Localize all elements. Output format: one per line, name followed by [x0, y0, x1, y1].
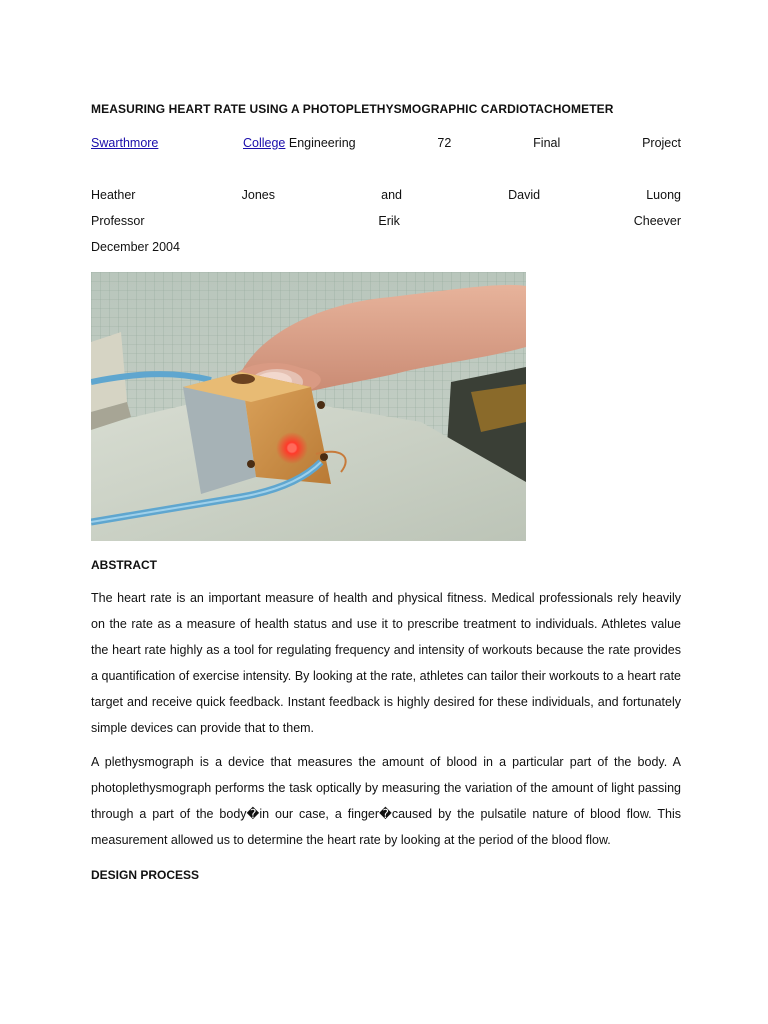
abstract-paragraph-1: The heart rate is an important measure of health and physical fitness. Medical professionals rely heavily on the rate as a measure of health status and use it to prescribe treatment to individuals. Athletes value the heart rate highly as a tool for regulating frequency and intensity of workouts because the rate provides a quantification of exercise intensity. By looking at the rate, athletes can tailor their workouts to a heart rate target and receive quick feedback. Instant feedback is highly desired for these individuals, and fortunately simple devices can provide that to them.	[91, 591, 681, 735]
professor-line	[91, 214, 681, 228]
author-word: and	[381, 188, 402, 202]
author-word: Luong	[646, 188, 681, 202]
date-line: December 2004	[91, 240, 180, 254]
affiliation-word: Engineering	[288, 136, 356, 150]
author-word: Heather	[91, 188, 136, 202]
photo-finger-on-sensor	[91, 272, 526, 541]
document-title: MEASURING HEART RATE USING A PHOTOPLETHYSMOGRAPHIC CARDIOTACHOMETER	[91, 102, 614, 116]
abstract-heading: ABSTRACT	[91, 558, 157, 572]
professor-word: Cheever	[633, 214, 681, 228]
authors-line	[91, 188, 681, 202]
swarthmore-link[interactable]: Swarthmore	[91, 136, 159, 150]
professor-word: Erik	[378, 214, 400, 228]
affiliation-word: Final	[533, 136, 561, 150]
abstract-paragraph-2: A plethysmograph is a device that measures the amount of blood in a particular part of the body. A photoplethysmograph performs the task optically by measuring the variation of the amount of light passing through a part of the body�in our case, a finger�caused by the pulsatile nature of blood flow. This measurement allowed us to determine the heart rate by looking at the period of the blood flow.	[91, 755, 681, 847]
professor-word: Professor	[91, 214, 145, 228]
design-process-heading: DESIGN PROCESS	[91, 868, 200, 882]
affiliation-line	[91, 136, 681, 150]
affiliation-word: 72	[437, 136, 452, 150]
college-link[interactable]: College	[243, 136, 286, 150]
affiliation-links	[91, 136, 356, 150]
affiliation-word: Project	[642, 136, 681, 150]
author-word: David	[508, 188, 541, 202]
author-word: Jones	[241, 188, 275, 202]
